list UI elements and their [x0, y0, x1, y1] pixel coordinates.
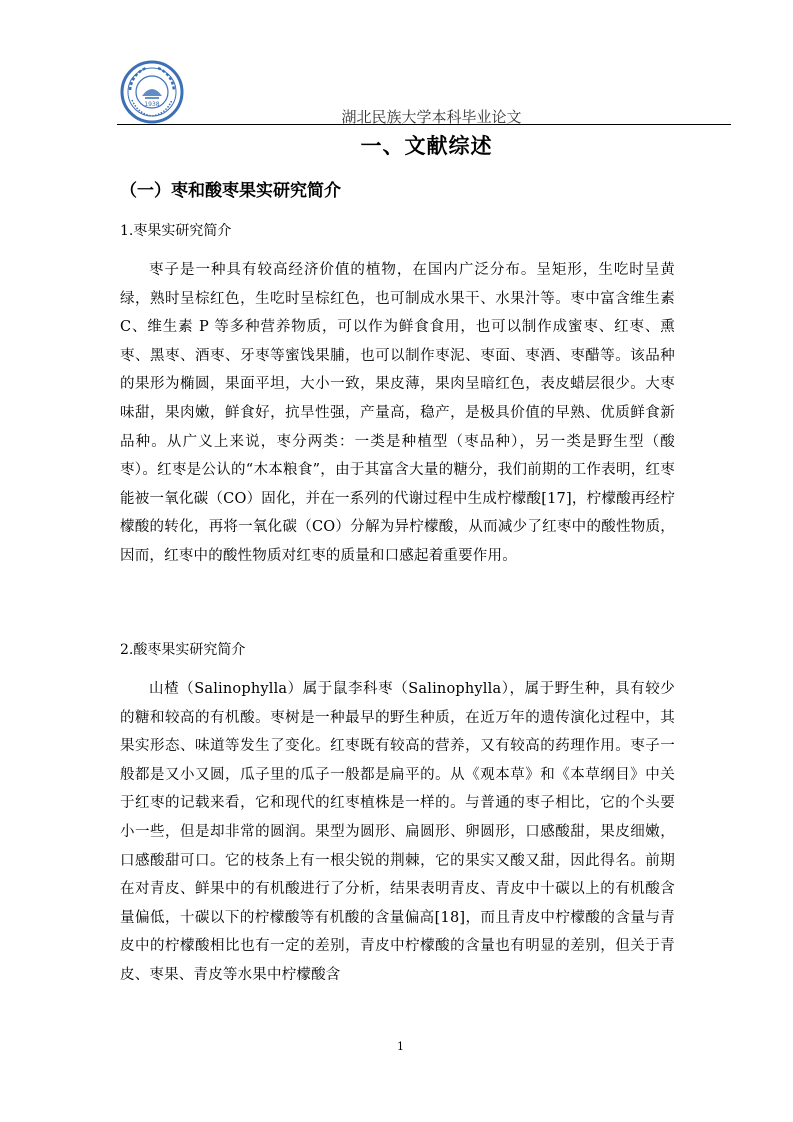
section-title: （一）枣和酸枣果实研究简介 — [120, 181, 341, 201]
seal-year: 1938 — [144, 101, 160, 108]
page-number: 1 — [397, 1040, 404, 1053]
chapter-title: 一、文献综述 — [360, 133, 493, 158]
header-title: 湖北民族大学本科毕业论文 — [341, 108, 522, 126]
subsection-title-1: 1.枣果实研究简介 — [120, 223, 232, 239]
header-rule — [117, 124, 731, 125]
subsection-title-2: 2.酸枣果实研究简介 — [120, 642, 246, 658]
paragraph-2: 山楂（Salinophylla）属于鼠李科枣（Salinophylla），属于野生种，具有较少的糖和较高的有机酸。枣树是一种最早的野生种质，在近万年的遗传演化过程中，其果实形态、味道等发生了变化。红枣既有较高的营养，又有较高的药理作用。枣子一般都是又小又圆，瓜子里的瓜子一般都是扁平的。从《观本草》和《本草纲目》中关于红枣的记载来看，它和现代的红枣植株是一样的。与普通的枣子相比，它的个头要小一些，但是却非常的圆润。果型为圆形、扁圆形、卵圆形，口感酸甜，果皮细嫩，口感酸甜可口。它的枝条上有一根尖锐的荆棘，它的果实又酸又甜，因此得名。前期在对青皮、鲜果中的有机酸进行了分析，结果表明青皮、青皮中十碳以上的有机酸含量偏低，十碳以下的柠檬酸等有机酸的含量偏高[18]，而且青皮中柠檬酸的含量与青皮中的柠檬酸相比也有一定的差别，青皮中柠檬酸的含量也有明显的差别，但关于青皮、枣果、青皮等水果中柠檬酸含 — [120, 681, 675, 983]
paragraph-1: 枣子是一种具有较高经济价值的植物，在国内广泛分布。呈矩形，生吃时呈黄绿，熟时呈棕红色，生吃时呈棕红色，也可制成水果干、水果汁等。枣中富含维生素 C、维生素 P 等多种营养物质，可以作为鲜食食用，也可以制作成蜜枣、红枣、熏枣、黑枣、酒枣、牙枣等蜜饯果脯，也可以制作枣泥、枣面、枣酒、枣醋等。该品种的果形为椭圆，果面平坦，大小一致，果皮薄，果肉呈暗红色，表皮蜡层很少。大枣味甜，果肉嫩，鲜食好，抗旱性强，产量高，稳产，是极具价值的早熟、优质鲜食新品种。从广义上来说，枣分两类：一类是种植型（枣品种），另一类是野生型（酸枣）。红枣是公认的“木本粮食”，由于其富含大量的糖分，我们前期的工作表明，红枣能被一氧化碳（CO）固化，并在一系列的代谢过程中生成柠檬酸[17]，柠檬酸再经柠檬酸的转化，再将一氧化碳（CO）分解为异柠檬酸，从而减少了红枣中的酸性物质，因而，红枣中的酸性物质对红枣的质量和口感起着重要作用。 — [120, 262, 675, 564]
